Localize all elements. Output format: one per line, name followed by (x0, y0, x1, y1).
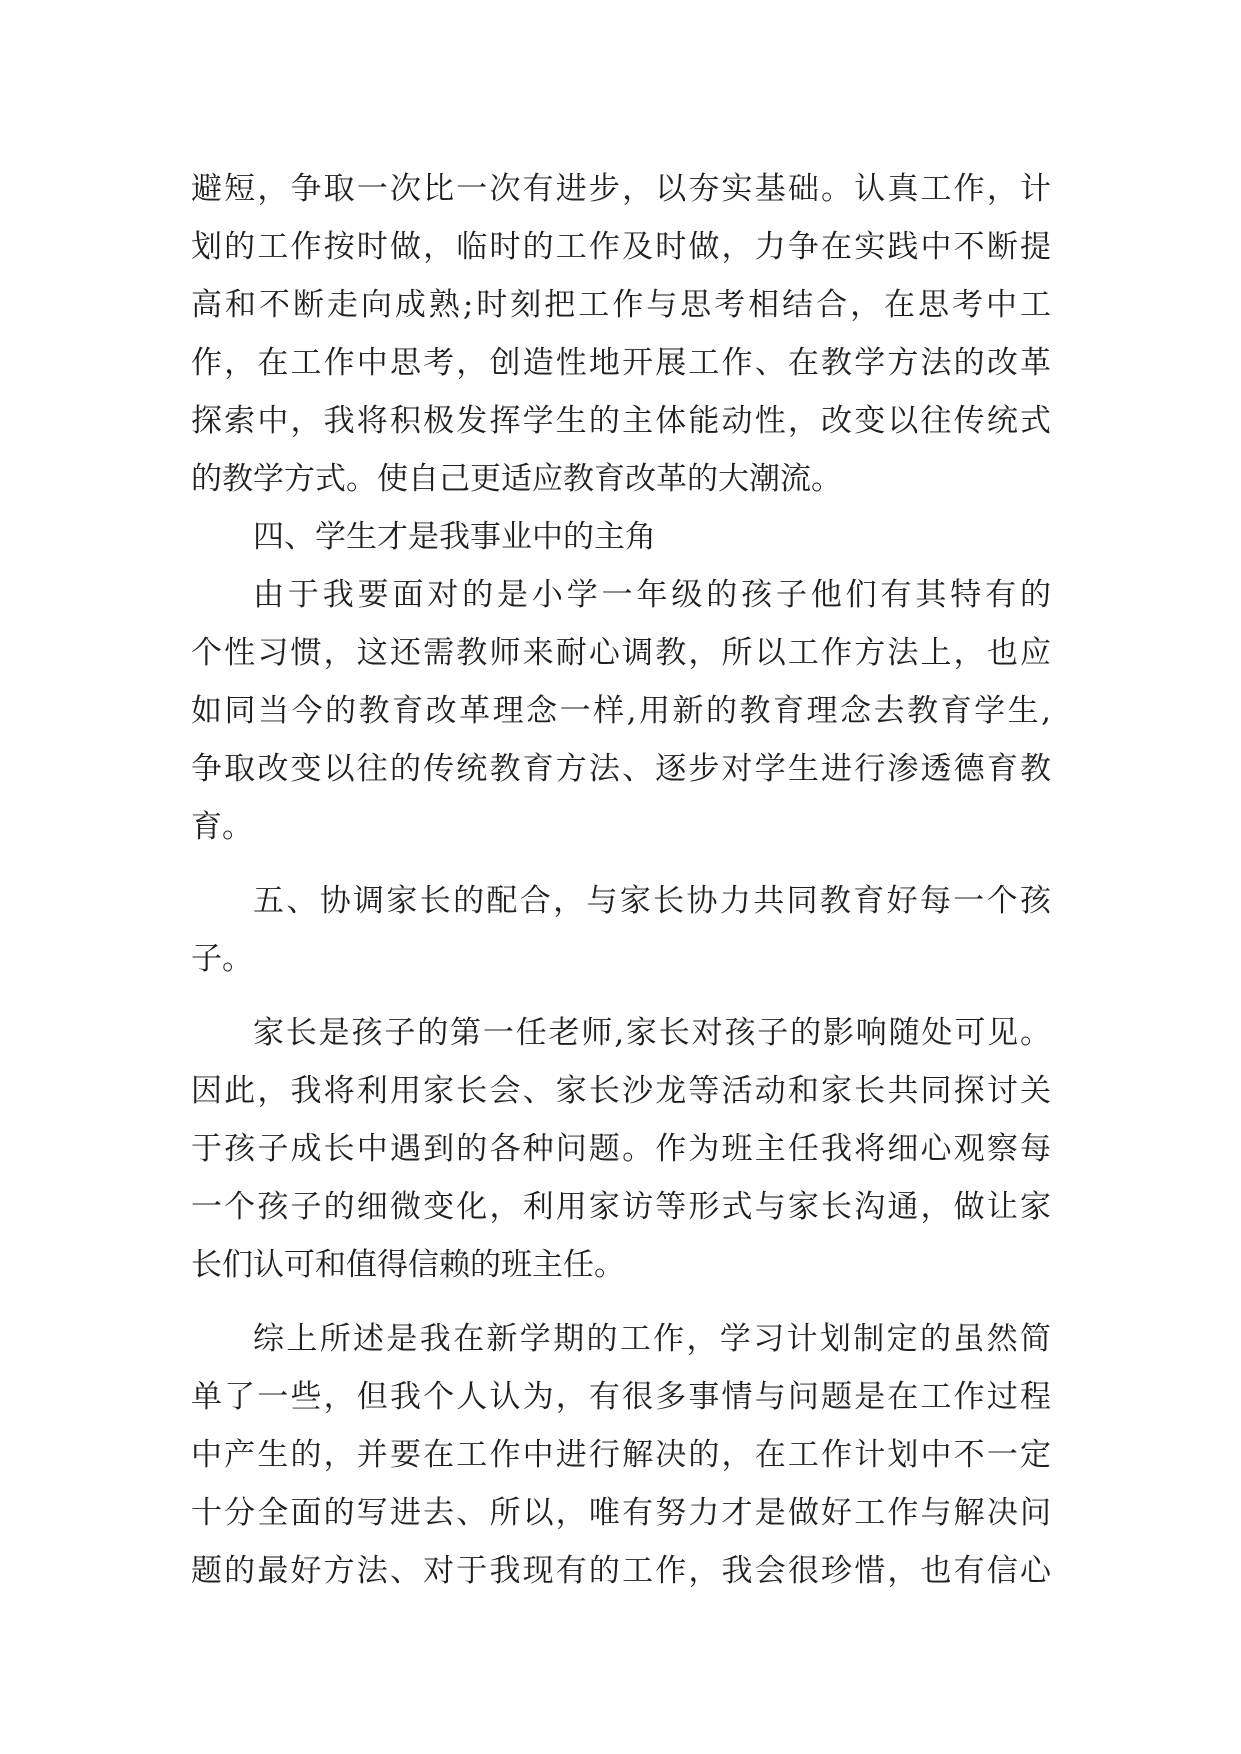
text-line: 育。 (191, 809, 253, 845)
text-line: 划的工作按时做，临时的工作及时做，力争在实践中不断提 (191, 229, 1051, 265)
paragraph-gap (191, 856, 1051, 872)
text-line: 探索中，我将积极发挥学生的主体能动性，改变以往传统式 (191, 403, 1051, 439)
section-heading-4: 四、学生才是我事业中的主角 (253, 519, 656, 555)
section-heading-5: 五、协调家长的配合，与家长协力共同教育好每一个孩 (253, 883, 1051, 919)
paragraph-gap (191, 988, 1051, 1004)
text-line: 一个孩子的细微变化，利用家访等形式与家长沟通，做让家 (191, 1189, 1051, 1225)
text-line: 长们认可和值得信赖的班主任。 (191, 1247, 625, 1283)
text-line: 中产生的，并要在工作中进行解决的，在工作计划中不一定 (191, 1437, 1051, 1473)
text-line: 由于我要面对的是小学一年级的孩子他们有其特有的 (253, 577, 1051, 613)
text-line: 综上所述是我在新学期的工作，学习计划制定的虽然简 (253, 1321, 1051, 1357)
text-line: 个性习惯，这还需教师来耐心调教，所以工作方法上，也应 (191, 635, 1051, 671)
text-line: 十分全面的写进去、所以，唯有努力才是做好工作与解决问 (191, 1495, 1051, 1531)
text-line: 避短，争取一次比一次有进步，以夯实基础。认真工作，计 (191, 171, 1051, 207)
text-line: 题的最好方法、对于我现有的工作，我会很珍惜，也有信心 (191, 1553, 1051, 1589)
text-line: 因此，我将利用家长会、家长沙龙等活动和家长共同探讨关 (191, 1073, 1051, 1109)
text-line: 作，在工作中思考，创造性地开展工作、在教学方法的改革 (191, 345, 1051, 381)
text-line: 单了一些，但我个人认为，有很多事情与问题是在工作过程 (191, 1379, 1051, 1415)
section-heading-5-continued: 子。 (191, 941, 253, 977)
text-line: 的教学方式。使自己更适应教育改革的大潮流。 (191, 461, 842, 497)
document-body (191, 160, 1051, 1600)
text-line: 如同当今的教育改革理念一样,用新的教育理念去教育学生, (191, 693, 1051, 729)
text-line: 高和不断走向成熟;时刻把工作与思考相结合，在思考中工 (191, 287, 1051, 323)
text-line: 争取改变以往的传统教育方法、逐步对学生进行渗透德育教 (191, 751, 1051, 787)
paragraph-gap (191, 1294, 1051, 1310)
text-line: 于孩子成长中遇到的各种问题。作为班主任我将细心观察每 (191, 1131, 1051, 1167)
text-line: 家长是孩子的第一任老师,家长对孩子的影响随处可见。 (253, 1015, 1051, 1051)
